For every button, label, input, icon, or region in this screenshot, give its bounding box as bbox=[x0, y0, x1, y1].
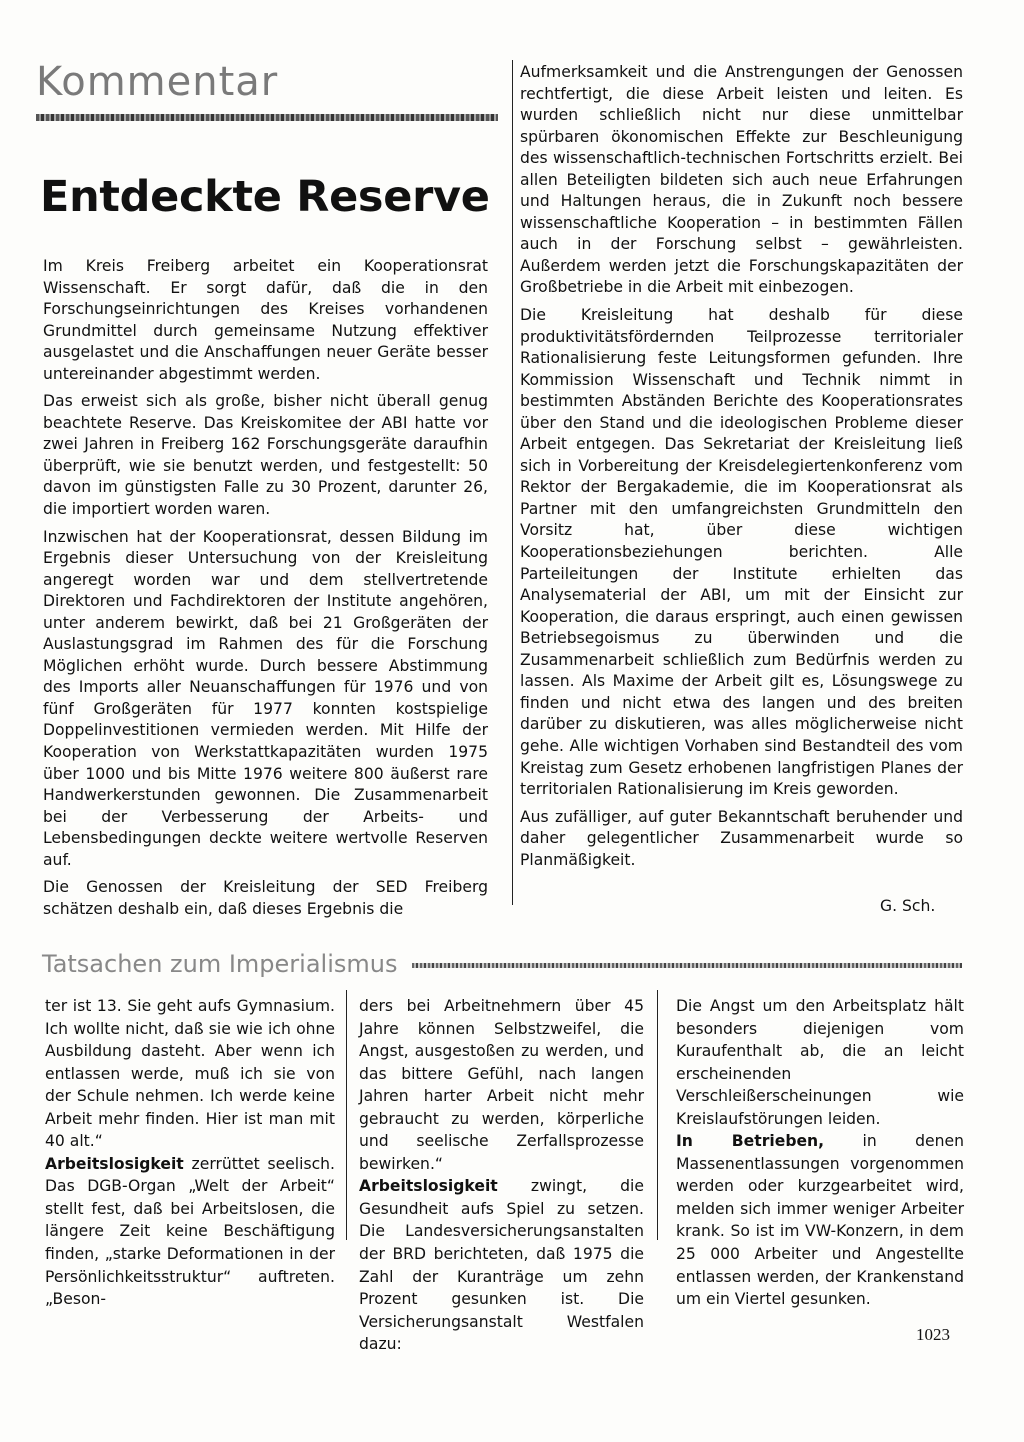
paragraph: Inzwischen hat der Kooperationsrat, dessen Bildung im Ergebnis dieser Untersuchung von der Kreisleitung angeregt worden war und dem stellvertretende Direktoren und Fachdirektoren der Institute angehören, unter anderem bewirkt, daß bei 21 Großgeräten der Auslastungsgrad im Rahmen des für die Forschung Möglichen erhöht wurde. Durch bessere Abstimmung des Imports aller Neuanschaffungen für 1976 und von fünf Großgeräten für 1977 konnten kostspielige Doppelinvestitionen vermieden werden. Mit Hilfe der Kooperation von Werkstattkapazitäten wurden 1975 über 1000 und bis Mitte 1976 weitere 800 äußerst rare Handwerkerstunden gewonnen. Die Zusammenarbeit bei der Verbesserung der Arbeits- und Lebensbedingungen deckte weitere wertvolle Reserven auf. bbox=[43, 527, 488, 869]
paragraph: ter ist 13. Sie geht aufs Gymnasium. Ich wollte nicht, daß sie wie ich ohne Ausbildung dasteht. Aber wenn ich entlassen werde, muß ich sie von der Schule nehmen. Ich werde keine Arbeit mehr finden. Hier ist man mit 40 alt.“ bbox=[45, 997, 335, 1151]
paragraph bbox=[359, 1175, 644, 1355]
lead-in-bold: Arbeitslosigkeit bbox=[359, 1177, 498, 1196]
article-headline: Entdeckte Reserve bbox=[40, 172, 490, 222]
tatsachen-column-3 bbox=[676, 995, 964, 1311]
section-label-tatsachen: Tatsachen zum Imperialismus bbox=[42, 950, 398, 978]
section-label-kommentar: Kommentar bbox=[36, 59, 279, 105]
paragraph: Das erweist sich als große, bisher nicht überall genug beachtete Reserve. Das Kreiskomitee der ABI hatte vor zwei Jahren in Freiberg 162 Forschungsgeräte daraufhin überprüft, wie sie benutzt werden, und festgestellt: 50 davon im günstigsten Falle zu 30 Prozent, darunter 26, die importiert worden waren. bbox=[43, 392, 488, 519]
column-divider bbox=[512, 60, 513, 905]
paragraph bbox=[45, 1153, 335, 1311]
paragraph: Die Angst um den Arbeitsplatz hält besonders diejenigen vom Kuraufenthalt ab, die an leicht erscheinenden Verschleißerscheinungen wie Kreislaufstörungen leiden. bbox=[676, 997, 964, 1128]
paragraph: Die Genossen der Kreisleitung der SED Freiberg schätzen deshalb ein, daß dieses Ergebnis die bbox=[43, 878, 488, 918]
paragraph: Aus zufälliger, auf guter Bekanntschaft beruhender und daher gelegentlicher Zusammenarbeit wurde so Planmäßigkeit. bbox=[520, 807, 963, 869]
paragraph: Die Kreisleitung hat deshalb für diese produktivitätsfördernden Teilprozesse territorialer Rationalisierung feste Leitungsformen gefunden. Ihre Kommission Wissenschaft und Technik nimmt in bestimmten Abständen Berichte des Kooperationsrates über den Stand und die ideologischen Probleme dieser Arbeit entgegen. Das Sekretariat der Kreisleitung ließ sich in Vorbereitung der Kreisdelegiertenkonferenz vom Rektor der Bergakademie, die im Kooperationsrat als Partner mit den umfangreichsten Grundmitteln den Vorsitz hat, über diese wichtigen Kooperationsbeziehungen berichten. Alle Parteileitungen der Institute erhielten das Analysematerial der ABI, um mit der Einsicht zur Kooperation, die daraus erspringt, auch einen gewissen Betriebsegoismus zu überwinden und die Zusammenarbeit schließlich zum Bedürfnis werden zu lassen. Als Maxime der Arbeit gilt es, Lösungswege zu finden und nicht etwa des langen und des breiten darüber zu diskutieren, was alles möglicherweise nicht gehe. Alle wichtigen Vorhaben sind Bestandteil des vom Kreistag zum Gesetz erhobenen langfristigen Planes der territorialen Rationalisierung im Kreis geworden. bbox=[520, 306, 963, 799]
tatsachen-column-2 bbox=[359, 995, 644, 1356]
lead-in-bold: In Betrieben, bbox=[676, 1132, 825, 1151]
paragraph-text: in denen Massenentlassungen vorgenommen werden oder kurzgearbeitet wird, melden sich immer weniger Arbeiter krank. So ist im VW-Konzern, in dem 25 000 Arbeiter und Angestellte entlassen werden, der Krankenstand um ein Viertel gesunken. bbox=[676, 1132, 965, 1309]
author-signature: G. Sch. bbox=[880, 897, 936, 915]
paragraph-text: zerrüttet seelisch. Das DGB-Organ „Welt der Arbeit“ stellt fest, daß bei Arbeitslosen, die längere Zeit keine Beschäftigung finden, „starke Deformationen in der Persönlichkeitsstruktur“ auftreten. „Beson- bbox=[45, 1154, 335, 1309]
section-rule bbox=[412, 963, 962, 968]
paragraph-text: zwingt, die Gesundheit aufs Spiel zu setzen. Die Landesversicherungsanstalten der BRD berichteten, daß 1975 die Zahl der Kuranträge um zehn Prozent gesunken ist. Die Versicherungsanstalt Westfalen dazu: bbox=[359, 1177, 644, 1354]
column-divider bbox=[657, 990, 658, 1240]
tatsachen-column-1 bbox=[45, 995, 335, 1311]
section-rule bbox=[36, 114, 498, 121]
paragraph: ders bei Arbeitnehmern über 45 Jahre können Selbstzweifel, die Angst, ausgestoßen zu werden, und das bittere Gefühl, nach langen Jahren harter Arbeit nicht mehr gebraucht zu werden, körperliche und seelische Zerfallsprozesse bewirken.“ bbox=[359, 997, 644, 1173]
paragraph: Aufmerksamkeit und die Anstrengungen der Genossen rechtfertigt, die diese Arbeit leisten und leiten. Es wurden schließlich nicht nur diese unmittelbar spürbaren ökonomischen Effekte zur Beschleunigung des wissenschaftlich-technischen Fortschritts erzielt. Bei allen Beteiligten bildeten sich auch neue Erfahrungen und Haltungen heraus, die in Zukunft noch bessere wissenschaftliche Kooperation – in bestimmten Fällen auch in der Forschung selbst – gewährleisten. Außerdem werden jetzt die Forschungskapazitäten der Großbetriebe in die Arbeit mit einbezogen. bbox=[520, 63, 963, 297]
paragraph bbox=[676, 1130, 964, 1310]
column-divider bbox=[346, 990, 347, 1240]
lead-in-bold: Arbeitslosigkeit bbox=[45, 1154, 184, 1173]
page-number: 1023 bbox=[916, 1325, 950, 1344]
paragraph: Im Kreis Freiberg arbeitet ein Kooperationsrat Wissenschaft. Er sorgt dafür, daß die in den Forschungseinrichtungen des Kreises vorhandenen Grundmittel durch gemeinsame Nutzung effektiver ausgelastet und die Anschaffungen neuer Geräte besser untereinander abgestimmt werden. bbox=[43, 257, 488, 383]
article-column-1 bbox=[43, 256, 488, 926]
article-column-2 bbox=[520, 62, 963, 877]
